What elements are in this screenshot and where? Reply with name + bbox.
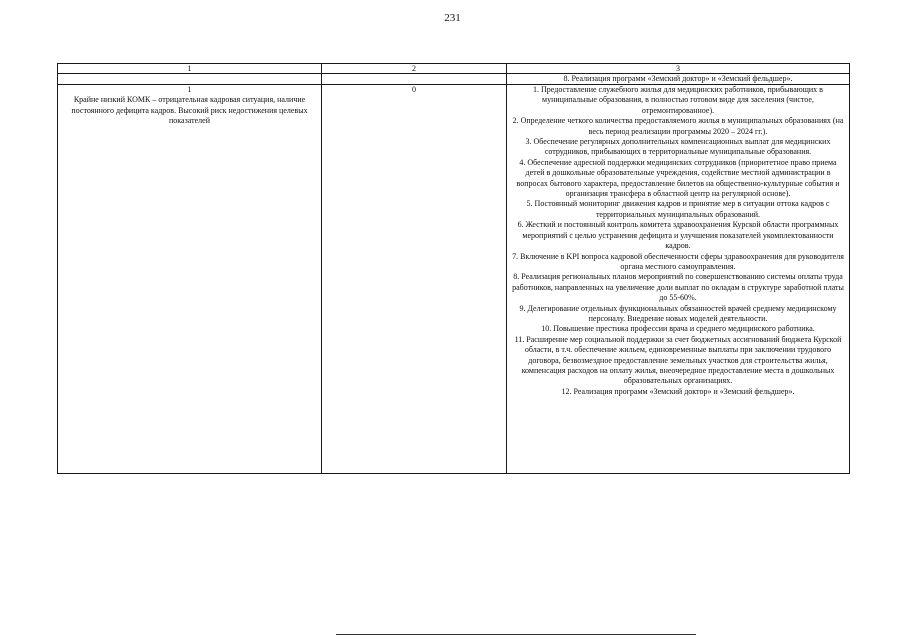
measure-item-3: 3. Обеспечение регулярных дополнительных компенсационных выплат для медицинских сотрудников, прибывающих в территориальные муниципальные образования. [525,137,831,157]
situation-description: Крайне низкий КОМК – отрицательная кадровая ситуация, наличие постоянного дефицита кадров. Высокий риск недостижения целевых показателей [71,95,308,126]
measures-table [57,63,850,474]
coefficient-value: 0 [412,85,416,94]
continuation-row [58,74,850,85]
measure-item-7: 7. Включение в KPI вопроса кадровой обеспеченности сферы здравоохранения для руководителя органа местного самоуправления. [512,251,844,271]
continuation-col3: 8. Реализация программ «Земский доктор» и «Земский фельдшер». [507,74,850,85]
measure-item-9: 9. Делегирование отдельных функциональных обязанностей врачей среднему медицинскому персоналу. Внедрение новых моделей деятельности. [519,303,837,323]
header-cell-1: 1 [58,64,322,74]
situation-index: 1 [187,85,192,94]
measure-item-2: 2. Определение четкого количества предоставляемого жилья в муниципальных образованиях (на весь период реализации программы 2020 – 2024 гг.). [512,116,844,136]
table-row [58,85,850,474]
header-cell-2: 2 [322,64,507,74]
measure-item-12: 12. Реализация программ «Земский доктор» и «Земский фельдшер». [561,386,795,396]
measure-item-11: 11. Расширение мер социальной поддержки за счет бюджетных ассигнований бюджета Курской области, в т.ч. обеспечение жильем, единовременные выплаты при заключении трудового договора, безвозмездное предоставление земельных участков для строительства жилья, компенсация расходов на оплату жилья, внеочередное предоставление места в дошкольных образовательных организациях. [514,334,842,386]
continuation-col1 [58,74,322,85]
continuation-col2 [322,74,507,85]
table-header-row [58,64,850,74]
page-number: 231 [444,12,461,24]
measure-item-1: 1. Предоставление служебного жилья для медицинских работников, прибывающих в муниципальные образования, в полностью готовом виде для заселения (чистое, отремонтированное). [533,85,823,115]
footer-divider [336,634,696,635]
coefficient-cell [322,85,507,474]
situation-cell [58,85,322,474]
header-cell-3: 3 [507,64,850,74]
measure-item-6: 6. Жесткий и постоянный контроль комитета здравоохранения Курской области программных мероприятий с целью устранения дефицита и улучшения показателей укомплектованности кадров. [517,220,839,251]
measure-item-4: 4. Обеспечение адресной поддержки медицинских сотрудников (приоритетное право приема детей в дошкольные образовательные учреждения, содействие местной администрации в вопросах бытового характера, предоставление билетов на общественно-культурные события и организация трансфера в областной центр на регулярной основе). [516,157,840,199]
measure-item-8: 8. Реализация региональных планов мероприятий по совершенствованию системы оплаты труда работников, направленных на увеличение доли выплат по окладам в структуре заработной платы до 55-60%. [512,272,844,303]
measures-cell [507,85,850,474]
measure-item-10: 10. Повышение престижа профессии врача и среднего медицинского работника. [541,324,815,334]
measure-item-5: 5. Постоянный мониторинг движения кадров и принятие мер в ситуации оттока кадров с территориальных муниципальных образований. [526,199,830,219]
